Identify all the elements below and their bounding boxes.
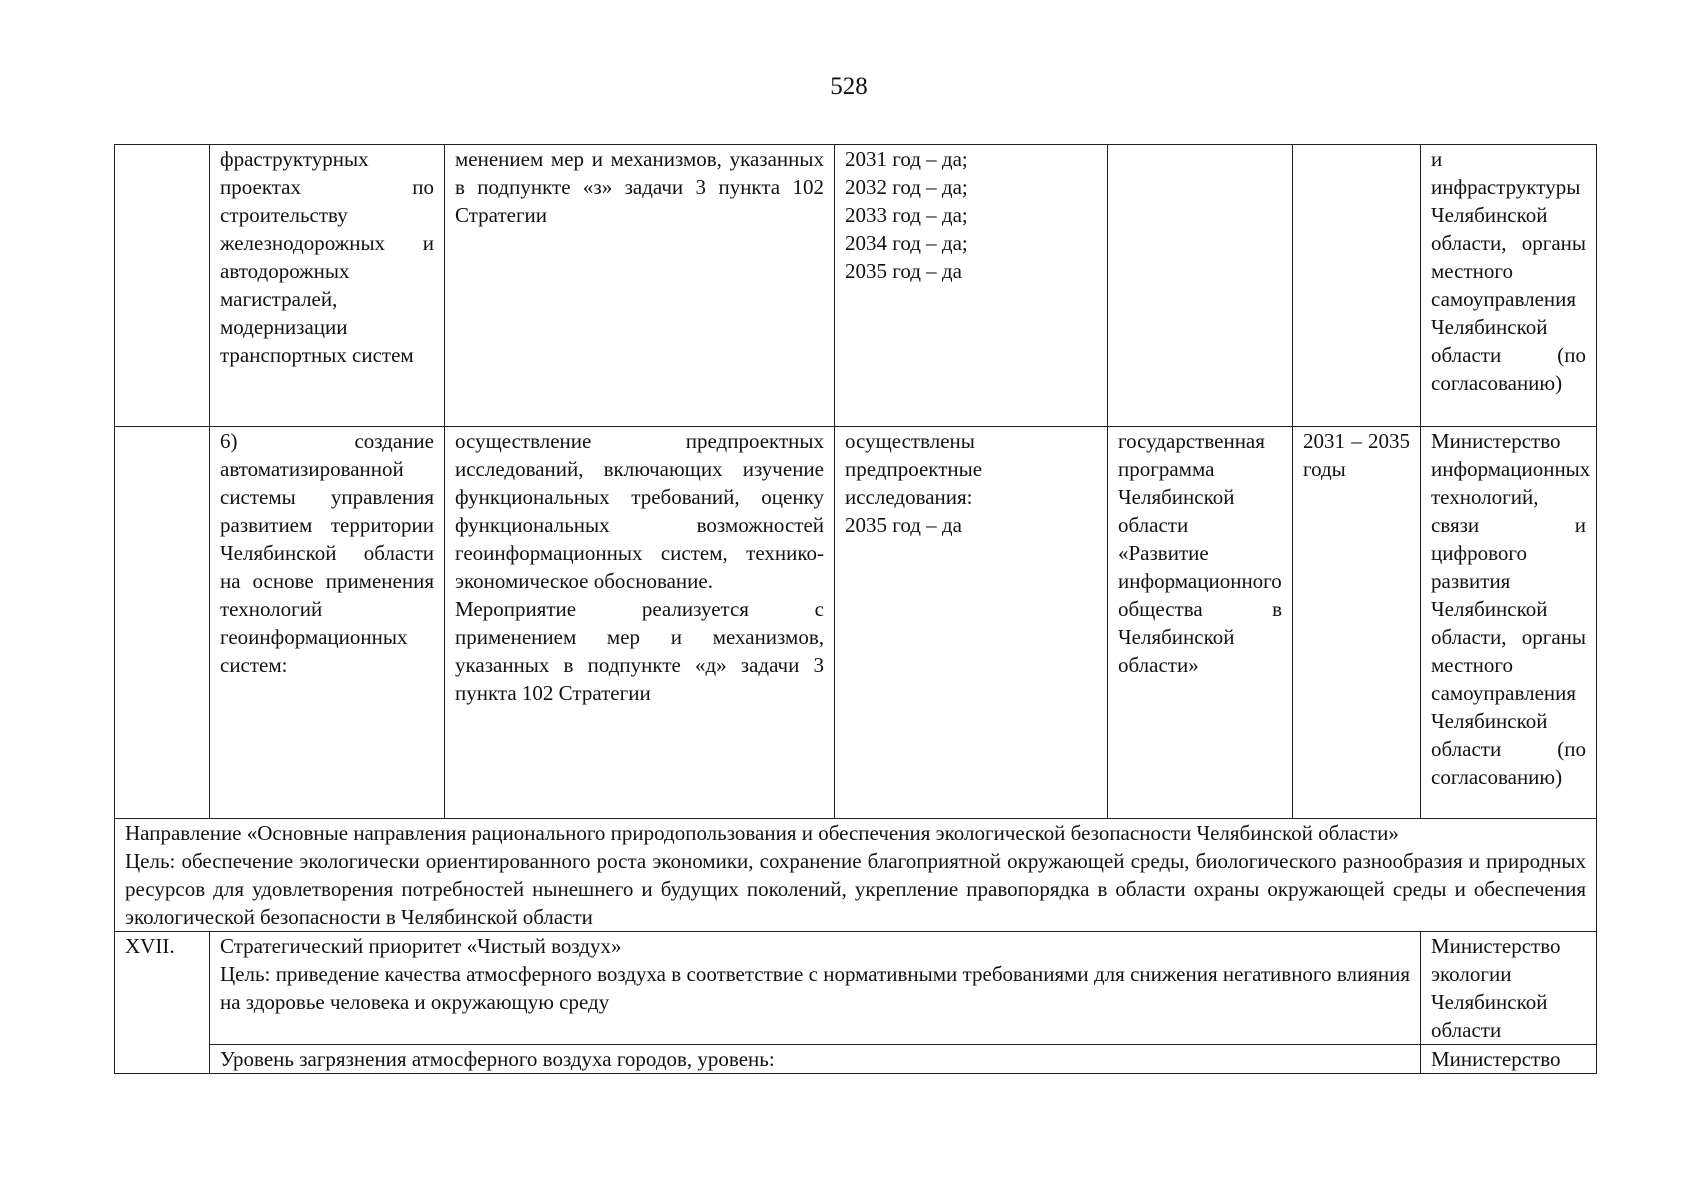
responsible-cell: Министерство [1421,1045,1597,1074]
result-line: 2032 год – да; [845,175,968,199]
strategy-table [114,144,1597,1074]
measure-cell [445,427,835,819]
priority-goal: Цель: приведение качества атмосферного воздуха в соответствие с нормативными требованиями для снижения негативного влияния на здоровье человека и окружающую среду [220,962,1410,1014]
result-cell [835,145,1108,427]
result-line: 2035 год – да [845,513,962,537]
period-cell [1293,145,1421,427]
period-cell: 2031 – 2035 годы [1293,427,1421,819]
result-line: 2035 год – да [845,259,962,283]
row-number-cell [115,427,210,819]
row-number-cell [115,145,210,427]
result-cell [835,427,1108,819]
task-cell: 6) создание автоматизированной системы управления развитием территории Челябинской области на основе применения технологий геоинформационных систем: [210,427,445,819]
direction-row [115,819,1597,932]
table-row [115,427,1597,819]
task-cell: фраструктурных проектах по строительству железнодорожных и автодорожных магистралей, модернизации транспортных систем [210,145,445,427]
table-row [115,145,1597,427]
program-cell [1108,145,1293,427]
result-line: 2033 год – да; [845,203,968,227]
indicator-cell: Уровень загрязнения атмосферного воздуха городов, уровень: [210,1045,1421,1074]
priority-cell [210,932,1421,1045]
result-line: 2034 год – да; [845,231,968,255]
direction-goal: Цель: обеспечение экологически ориентированного роста экономики, сохранение благоприятной окружающей среды, биологического разнообразия и природных ресурсов для удовлетворения потребностей нынешнего и будущих поколений, укрепление правопорядка в области охраны окружающей среды и обеспечения экологической безопасности в Челябинской области [125,849,1586,929]
measure-cell: менением мер и механизмов, указанных в подпункте «з» задачи 3 пункта 102 Стратегии [445,145,835,427]
section-number: XVII. [115,932,210,1074]
result-line: 2031 год – да; [845,147,968,171]
responsible-cell: и инфраструктуры Челябинской области, органы местного самоуправления Челябинской области (по согласованию) [1421,145,1597,427]
direction-cell [115,819,1597,932]
responsible-cell: Министерство экологии Челябинской области [1421,932,1597,1045]
section-row [115,932,1597,1045]
program-cell: государственная программа Челябинской области «Развитие информационного общества в Челябинской области» [1108,427,1293,819]
page-number: 528 [830,73,868,100]
direction-title: Направление «Основные направления рационального природопользования и обеспечения экологической безопасности Челябинской области» [125,821,1399,845]
measure-paragraph: Мероприятие реализуется с применением мер и механизмов, указанных в подпункте «д» задачи 3 пункта 102 Стратегии [455,597,824,705]
measure-paragraph: осуществление предпроектных исследований, включающих изучение функциональных требований, оценку функциональных возможностей геоинформационных систем, технико-экономическое обоснование. [455,429,824,593]
result-line: осуществлены предпроектные исследования: [845,429,983,509]
indicator-row [115,1045,1597,1074]
responsible-cell: Министерство информационных технологий, связи и цифрового развития Челябинской области, органы местного самоуправления Челябинской области (по согласованию) [1421,427,1597,819]
priority-title: Стратегический приоритет «Чистый воздух» [220,934,622,958]
